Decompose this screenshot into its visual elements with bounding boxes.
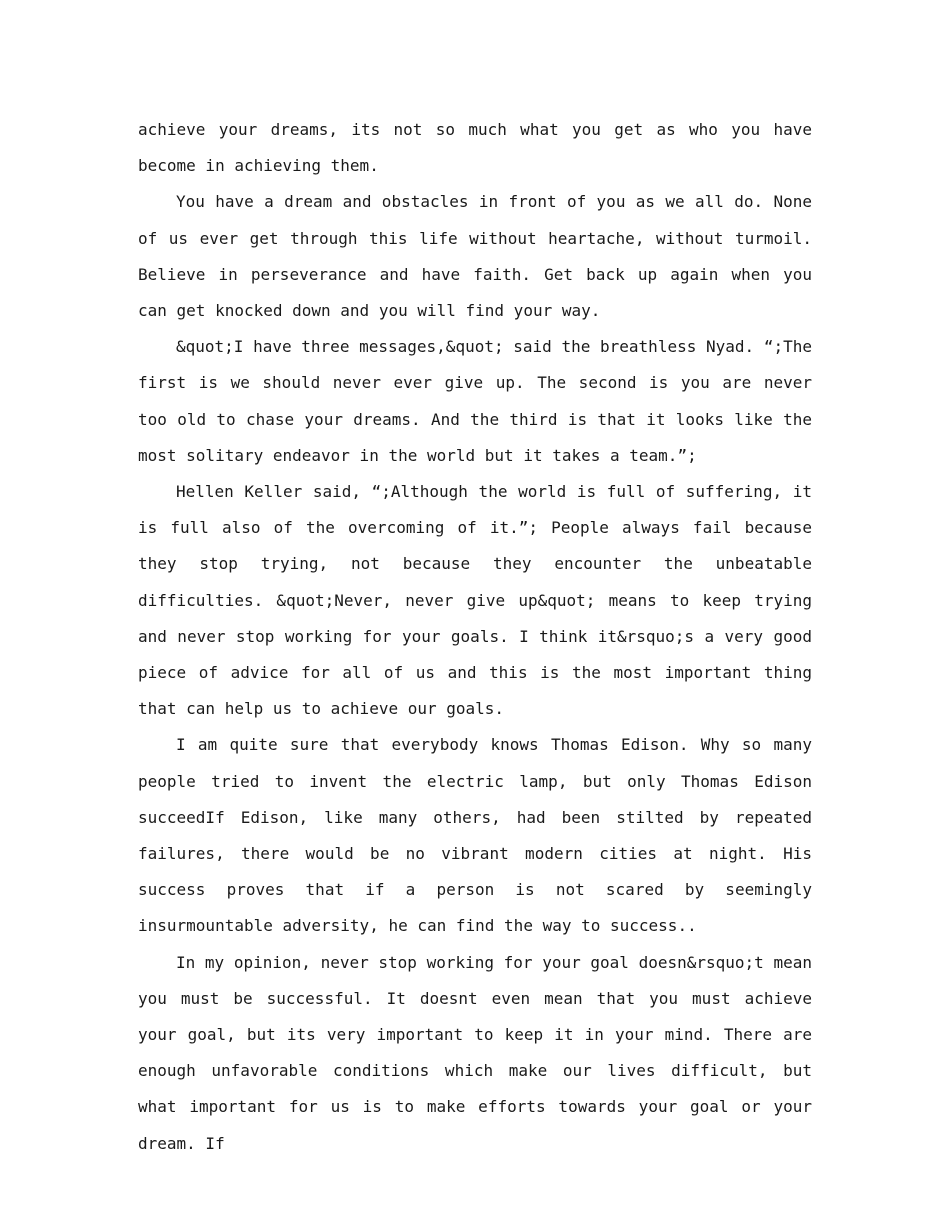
document-body	[138, 112, 812, 1162]
paragraph-3: &quot;I have three messages,&quot; said the breathless Nyad. “;The first is we should never ever give up. The second is you are never too old to chase your dreams. And the third is that it looks like the most solitary endeavor in the world but it takes a team.”;	[138, 337, 812, 465]
paragraph-4: Hellen Keller said, “;Although the world is full of suffering, it is full also of the overcoming of it.”; People always fail because they stop trying, not because they encounter the unbeatable difficulties. &quot;Never, never give up&quot; means to keep trying and never stop working for your goals. I think it&rsquo;s a very good piece of advice for all of us and this is the most important thing that can help us to achieve our goals.	[138, 482, 812, 719]
paragraph-5: I am quite sure that everybody knows Thomas Edison. Why so many people tried to invent the electric lamp, but only Thomas Edison succeedIf Edison, like many others, had been stilted by repeated failures, there would be no vibrant modern cities at night. His success proves that if a person is not scared by seemingly insurmountable adversity, he can find the way to success..	[138, 735, 812, 936]
paragraph-6: In my opinion, never stop working for your goal doesn&rsquo;t mean you must be successful. It doesnt even mean that you must achieve your goal, but its very important to keep it in your mind. There are enough unfavorable conditions which make our lives difficult, but what important for us is to make efforts towards your goal or your dream. If	[138, 952, 812, 1153]
paragraph-1: achieve your dreams, its not so much what you get as who you have become in achieving them.	[138, 120, 812, 176]
paragraph-2: You have a dream and obstacles in front of you as we all do. None of us ever get through this life without heartache, without turmoil. Believe in perseverance and have faith. Get back up again when you can get knocked down and you will find your way.	[138, 192, 812, 321]
